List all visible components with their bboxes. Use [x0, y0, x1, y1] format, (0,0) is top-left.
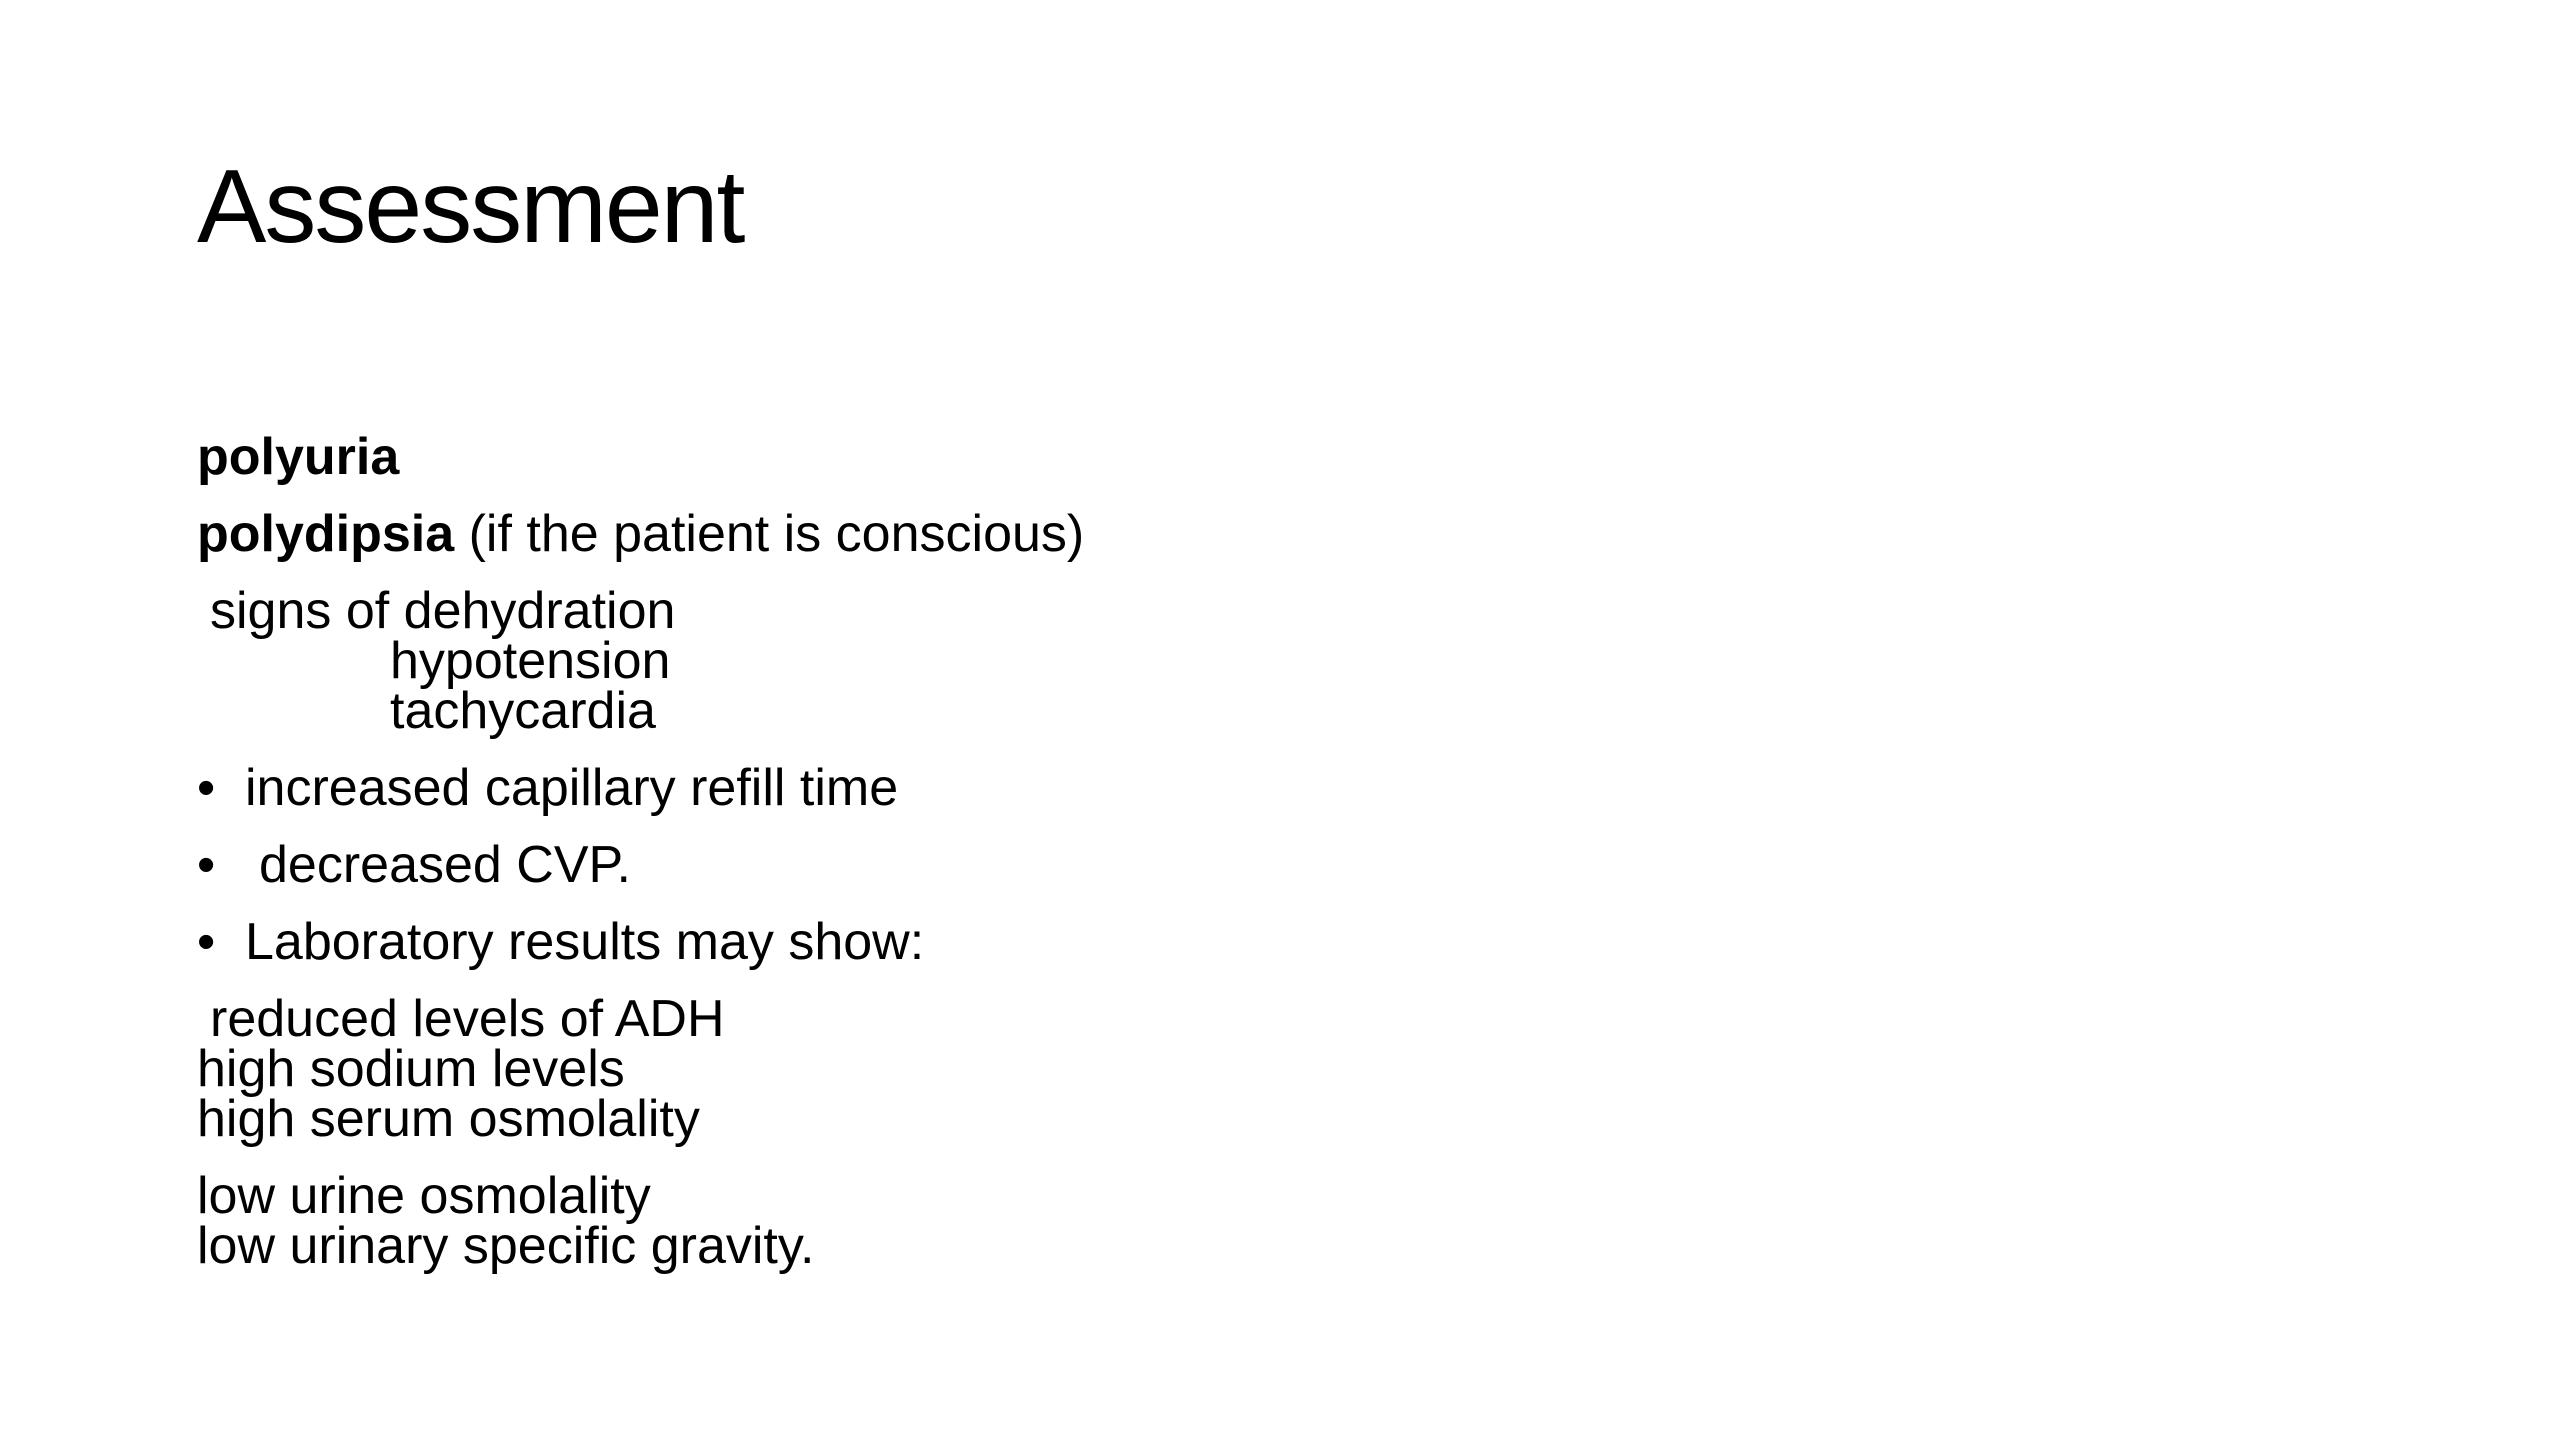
bullet-glyph: •	[197, 759, 216, 817]
slide-body	[197, 428, 2397, 1275]
bullet-text: decreased CVP.	[259, 836, 631, 894]
text-polydipsia-note: (if the patient is conscious)	[454, 505, 1085, 563]
text-lab-adh: reduced levels of ADH	[210, 990, 725, 1048]
text-tachycardia: tachycardia	[390, 682, 656, 740]
text-polydipsia-line	[197, 505, 2397, 563]
bullet-item-lab-results	[197, 913, 2397, 971]
text-polydipsia: polydipsia	[197, 505, 455, 563]
text-lab-serum-osmolality: high serum osmolality	[197, 1090, 700, 1148]
text-lab-sodium: high sodium levels	[197, 1040, 625, 1098]
text-lab-specific-gravity: low urinary specific gravity.	[197, 1217, 815, 1275]
text-lab-urine-osmolality: low urine osmolality	[197, 1167, 651, 1225]
text-signs-of-dehydration: signs of dehydration	[210, 582, 676, 640]
bullet-text: Laboratory results may show:	[245, 913, 925, 971]
slide-title: Assessment	[197, 149, 744, 265]
bullet-glyph: •	[197, 836, 216, 894]
text-hypotension: hypotension	[390, 632, 671, 690]
bullet-text: increased capillary refill time	[245, 759, 899, 817]
bullet-glyph: •	[197, 913, 216, 971]
bullet-item-capillary-refill	[197, 759, 2397, 817]
bullet-item-cvp	[197, 836, 2397, 894]
text-polyuria: polyuria	[197, 428, 400, 486]
